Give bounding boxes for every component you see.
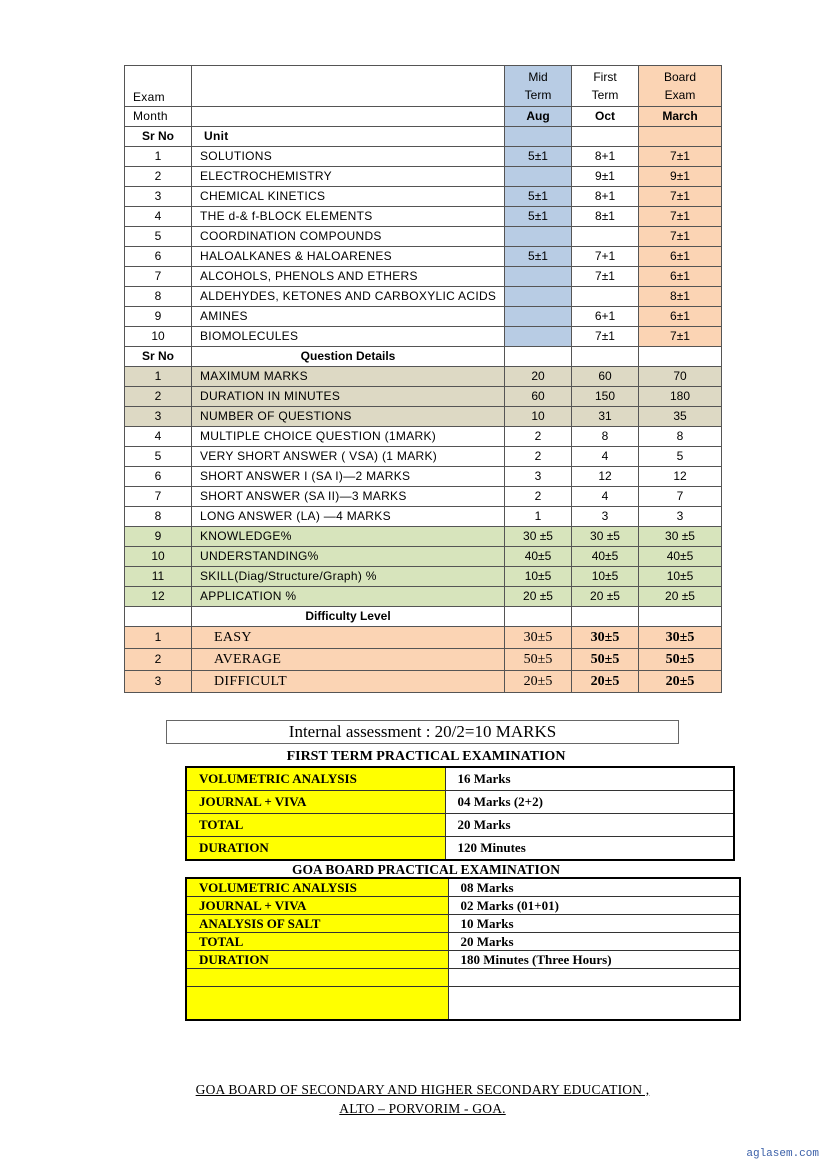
mid-term-value: 5±1 [505,147,572,167]
first-term-practical-title: FIRST TERM PRACTICAL EXAMINATION [286,749,566,764]
mid-term-value: 50±5 [505,649,572,671]
empty-practical-row [186,987,740,1021]
first-term-value: 8 [572,427,639,447]
board-exam-value: 30±5 [639,627,722,649]
board-exam-value: 7±1 [639,147,722,167]
unit-row [125,167,722,187]
mid-term-value: 1 [505,507,572,527]
practical-marks: 180 Minutes (Three Hours) [448,951,740,969]
difficulty-sr-no: 1 [125,627,192,649]
question-detail-name: MAXIMUM MARKS [192,367,505,387]
question-detail-name: KNOWLEDGE% [192,527,505,547]
month-label: Month [125,107,192,127]
practical-row [186,878,740,897]
mid-term-value: 30±5 [505,627,572,649]
mid-term-value [505,327,572,347]
question-sr-no: 10 [125,547,192,567]
mid-term-value: 10±5 [505,567,572,587]
board-exam-value: 7±1 [639,227,722,247]
first-term-value: 30±5 [572,627,639,649]
practical-row [186,767,734,791]
practical-marks: 02 Marks (01+01) [448,897,740,915]
first-term-value: 8±1 [572,207,639,227]
first-term-value [572,227,639,247]
unit-name: THE d-& f-BLOCK ELEMENTS [192,207,505,227]
question-details-header: Question Details [192,347,505,367]
unit-name: CHEMICAL KINETICS [192,187,505,207]
board-exam-value: 8 [639,427,722,447]
first-term-value: 40±5 [572,547,639,567]
mid-term-value [505,307,572,327]
unit-name: COORDINATION COMPOUNDS [192,227,505,247]
board-exam-value: 7±1 [639,207,722,227]
practical-component: VOLUMETRIC ANALYSIS [186,767,445,791]
question-detail-name: UNDERSTANDING% [192,547,505,567]
question-detail-name: SHORT ANSWER I (SA I)—2 MARKS [192,467,505,487]
first-term-value [572,287,639,307]
practical-component: ANALYSIS OF SALT [186,915,448,933]
exam-label: Exam [125,66,192,107]
board-exam-value: 8±1 [639,287,722,307]
mid-term-value: 20 [505,367,572,387]
mid-term-value: 30 ±5 [505,527,572,547]
practical-component: VOLUMETRIC ANALYSIS [186,878,448,897]
month-row [125,107,722,127]
mid-term-value [505,287,572,307]
mid-term-value: 5±1 [505,207,572,227]
mid-term-value: 5±1 [505,247,572,267]
difficulty-name: EASY [192,627,505,649]
question-detail-name: SKILL(Diag/Structure/Graph) % [192,567,505,587]
mid-term-value [505,267,572,287]
marks-distribution-table [124,65,722,693]
unit-sr-no: 5 [125,227,192,247]
question-sr-no: 12 [125,587,192,607]
unit-row [125,287,722,307]
question-detail-name: DURATION IN MINUTES [192,387,505,407]
unit-row [125,207,722,227]
unit-row [125,307,722,327]
question-detail-row [125,587,722,607]
question-sr-no: 1 [125,367,192,387]
unit-sr-no: 10 [125,327,192,347]
board-exam-value: 50±5 [639,649,722,671]
board-exam-value: 70 [639,367,722,387]
board-exam-value: 40±5 [639,547,722,567]
month-oct: Oct [572,107,639,127]
first-term-value: 150 [572,387,639,407]
mid-term-value: 10 [505,407,572,427]
question-sr-no: 5 [125,447,192,467]
question-detail-row [125,487,722,507]
first-term-value: 8+1 [572,187,639,207]
practical-row [186,897,740,915]
question-detail-name: MULTIPLE CHOICE QUESTION (1MARK) [192,427,505,447]
difficulty-row [125,671,722,693]
unit-name: ALDEHYDES, KETONES AND CARBOXYLIC ACIDS [192,287,505,307]
first-term-value: 7±1 [572,267,639,287]
unit-row [125,187,722,207]
watermark: aglasem.com [746,1148,819,1160]
difficulty-sr-no: 3 [125,671,192,693]
unit-row [125,267,722,287]
unit-name: HALOALKANES & HALOARENES [192,247,505,267]
first-term-value: 10±5 [572,567,639,587]
internal-assessment-box: Internal assessment : 20/2=10 MARKS [166,720,679,744]
unit-header: Unit [192,127,505,147]
unit-sr-no: 2 [125,167,192,187]
practical-component: JOURNAL + VIVA [186,791,445,814]
board-exam-value: 3 [639,507,722,527]
practical-marks: 20 Marks [448,933,740,951]
practical-component: DURATION [186,837,445,861]
first-term-value: 3 [572,507,639,527]
question-sr-no: 9 [125,527,192,547]
unit-sr-no: 9 [125,307,192,327]
first-term-value: 12 [572,467,639,487]
mid-term-value: 20±5 [505,671,572,693]
question-detail-row [125,427,722,447]
first-term-value: 50±5 [572,649,639,671]
mid-term-value: 60 [505,387,572,407]
unit-sr-no: 4 [125,207,192,227]
col-mid-term-header: Mid Term [505,66,572,107]
unit-name: SOLUTIONS [192,147,505,167]
question-detail-row [125,527,722,547]
practical-row [186,814,734,837]
question-sr-no: 4 [125,427,192,447]
question-detail-name: SHORT ANSWER (SA II)—3 MARKS [192,487,505,507]
first-term-value: 7+1 [572,247,639,267]
first-term-value: 20±5 [572,671,639,693]
question-sr-no: 6 [125,467,192,487]
difficulty-header-row [125,607,722,627]
difficulty-level-header: Difficulty Level [192,607,505,627]
mid-term-value: 2 [505,487,572,507]
unit-sr-no: 6 [125,247,192,267]
question-detail-name: APPLICATION % [192,587,505,607]
difficulty-name: DIFFICULT [192,671,505,693]
board-exam-value: 20±5 [639,671,722,693]
question-sr-no: 3 [125,407,192,427]
question-sr-no: 8 [125,507,192,527]
col-first-term-header: First Term [572,66,639,107]
sr-no-header: Sr No [125,127,192,147]
question-detail-row [125,567,722,587]
first-term-practical-table [185,766,735,861]
board-exam-value: 30 ±5 [639,527,722,547]
unit-row [125,227,722,247]
board-exam-value: 6±1 [639,267,722,287]
practical-marks: 120 Minutes [445,837,734,861]
unit-row [125,247,722,267]
board-practical-title: GOA BOARD PRACTICAL EXAMINATION [292,862,560,877]
question-detail-row [125,447,722,467]
first-term-value: 6+1 [572,307,639,327]
practical-marks: 16 Marks [445,767,734,791]
practical-component: DURATION [186,951,448,969]
first-term-value: 20 ±5 [572,587,639,607]
practical-marks: 04 Marks (2+2) [445,791,734,814]
board-exam-value: 20 ±5 [639,587,722,607]
practical-component: TOTAL [186,814,445,837]
unit-sr-no: 3 [125,187,192,207]
question-sr-no: 7 [125,487,192,507]
question-detail-row [125,367,722,387]
difficulty-name: AVERAGE [192,649,505,671]
board-exam-value: 9±1 [639,167,722,187]
question-details-header-row [125,347,722,367]
practical-component: JOURNAL + VIVA [186,897,448,915]
month-march: March [639,107,722,127]
unit-row [125,147,722,167]
first-term-value: 9±1 [572,167,639,187]
practical-row [186,933,740,951]
mid-term-value: 3 [505,467,572,487]
practical-row [186,915,740,933]
unit-sr-no: 7 [125,267,192,287]
board-practical-table [185,877,741,1021]
exam-header-row [125,66,722,107]
board-exam-value: 35 [639,407,722,427]
unit-sr-no: 8 [125,287,192,307]
board-exam-value: 6±1 [639,247,722,267]
practical-marks: 10 Marks [448,915,740,933]
board-exam-value: 7 [639,487,722,507]
unit-name: ALCOHOLS, PHENOLS AND ETHERS [192,267,505,287]
question-detail-row [125,407,722,427]
question-detail-row [125,507,722,527]
mid-term-value: 2 [505,447,572,467]
practical-row [186,951,740,969]
practical-row [186,837,734,861]
question-sr-no: 2 [125,387,192,407]
board-exam-value: 10±5 [639,567,722,587]
unit-sr-no: 1 [125,147,192,167]
first-term-value: 7±1 [572,327,639,347]
footer-line-1: GOA BOARD OF SECONDARY AND HIGHER SECONDARY EDUCATION , [195,1082,650,1097]
question-detail-row [125,387,722,407]
question-detail-name: VERY SHORT ANSWER ( VSA) (1 MARK) [192,447,505,467]
board-exam-value: 6±1 [639,307,722,327]
board-exam-value: 5 [639,447,722,467]
difficulty-row [125,627,722,649]
board-exam-value: 180 [639,387,722,407]
first-term-value: 31 [572,407,639,427]
board-footer [124,1080,721,1118]
first-term-value: 60 [572,367,639,387]
col-board-exam-header: Board Exam [639,66,722,107]
difficulty-sr-no: 2 [125,649,192,671]
board-exam-value: 7±1 [639,187,722,207]
question-sr-no: 11 [125,567,192,587]
mid-term-value: 40±5 [505,547,572,567]
practical-row [186,791,734,814]
first-term-value: 4 [572,447,639,467]
practical-marks: 08 Marks [448,878,740,897]
sr-no-header: Sr No [125,347,192,367]
units-header-row [125,127,722,147]
unit-row [125,327,722,347]
first-term-value: 30 ±5 [572,527,639,547]
empty-practical-row [186,969,740,987]
difficulty-row [125,649,722,671]
practical-component: TOTAL [186,933,448,951]
mid-term-value [505,227,572,247]
board-exam-value: 12 [639,467,722,487]
mid-term-value: 5±1 [505,187,572,207]
unit-name: AMINES [192,307,505,327]
first-term-value: 4 [572,487,639,507]
question-detail-row [125,467,722,487]
unit-name: ELECTROCHEMISTRY [192,167,505,187]
question-detail-row [125,547,722,567]
footer-line-2: ALTO – PORVORIM - GOA. [339,1101,506,1116]
board-exam-value: 7±1 [639,327,722,347]
mid-term-value: 2 [505,427,572,447]
question-detail-name: LONG ANSWER (LA) —4 MARKS [192,507,505,527]
first-term-value: 8+1 [572,147,639,167]
month-aug: Aug [505,107,572,127]
mid-term-value [505,167,572,187]
question-detail-name: NUMBER OF QUESTIONS [192,407,505,427]
mid-term-value: 20 ±5 [505,587,572,607]
unit-name: BIOMOLECULES [192,327,505,347]
practical-marks: 20 Marks [445,814,734,837]
